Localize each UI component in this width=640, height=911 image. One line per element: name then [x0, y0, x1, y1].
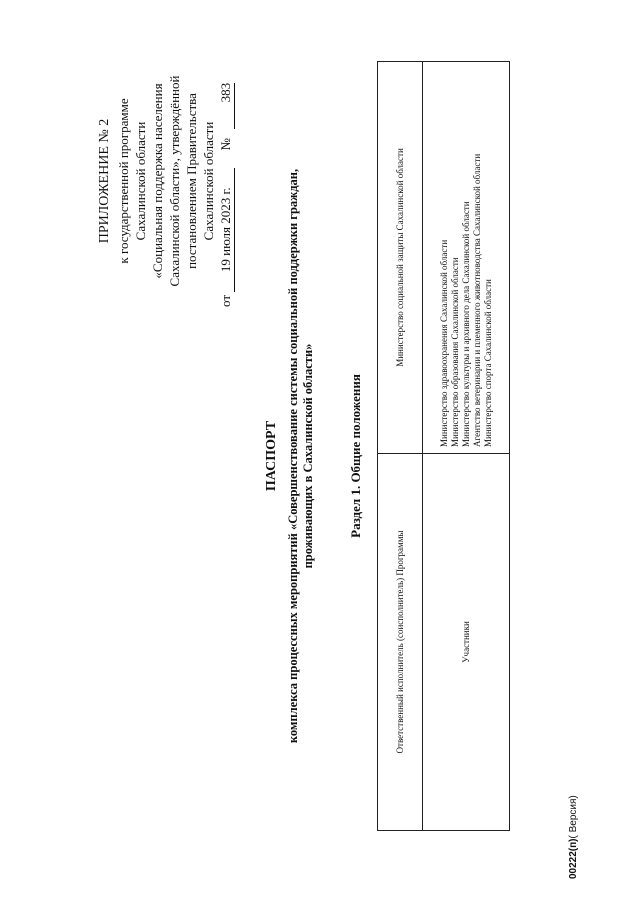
appendix-line: «Социальная поддержка населения: [150, 83, 165, 279]
row-label: Участники: [423, 454, 510, 831]
appendix-line: постановлением Правительства: [184, 93, 199, 269]
row-label: Ответственный исполнитель (соисполнитель) Программы: [378, 454, 423, 831]
appendix-line: Сахалинской области», утверждённой: [167, 75, 182, 287]
participant-item: Министерство спорта Сахалинской области: [482, 279, 493, 447]
participants-cell: [423, 62, 510, 454]
approval-number: 383: [217, 83, 235, 129]
participant-item: Агентство ветеринарии и племенного животноводства Сахалинской области: [471, 153, 482, 447]
from-label: от: [218, 294, 233, 307]
appendix-line: Сахалинской области: [133, 121, 148, 241]
participant-item: Министерство образования Сахалинской области: [449, 257, 460, 447]
passport-title: ПАСПОРТ: [264, 420, 279, 492]
document-version: ( Версия): [568, 795, 579, 839]
row-value: Министерство социальной защиты Сахалинской области: [378, 62, 423, 454]
section-title: Раздел 1. Общие положения: [348, 374, 363, 538]
appendix-line: к государственной программе: [116, 98, 131, 264]
number-label: №: [218, 138, 233, 151]
appendix-title: ПРИЛОЖЕНИЕ № 2: [97, 118, 112, 244]
appendix-date-row: [217, 41, 235, 321]
table-row: [423, 62, 510, 831]
document-code: 00222(п): [568, 838, 579, 879]
passport-subtitle-line: проживающих в Сахалинской области»: [301, 343, 315, 569]
passport-subtitle-line: комплекса процессных мероприятий «Совершенствование системы социальной поддержки граждан,: [286, 168, 300, 744]
appendix-block: [96, 41, 235, 321]
table-row: [378, 62, 423, 831]
document-footer: [568, 795, 579, 879]
appendix-line: Сахалинской области: [201, 121, 216, 241]
participant-item: Министерство здравоохранения Сахалинской области: [438, 239, 449, 447]
approval-date: 19 июля 2023 г.: [217, 168, 235, 292]
passport-subtitle: [286, 71, 316, 841]
general-info-table: [377, 61, 510, 831]
participant-item: Министерство культуры и архивного дела Сахалинской области: [460, 201, 471, 447]
